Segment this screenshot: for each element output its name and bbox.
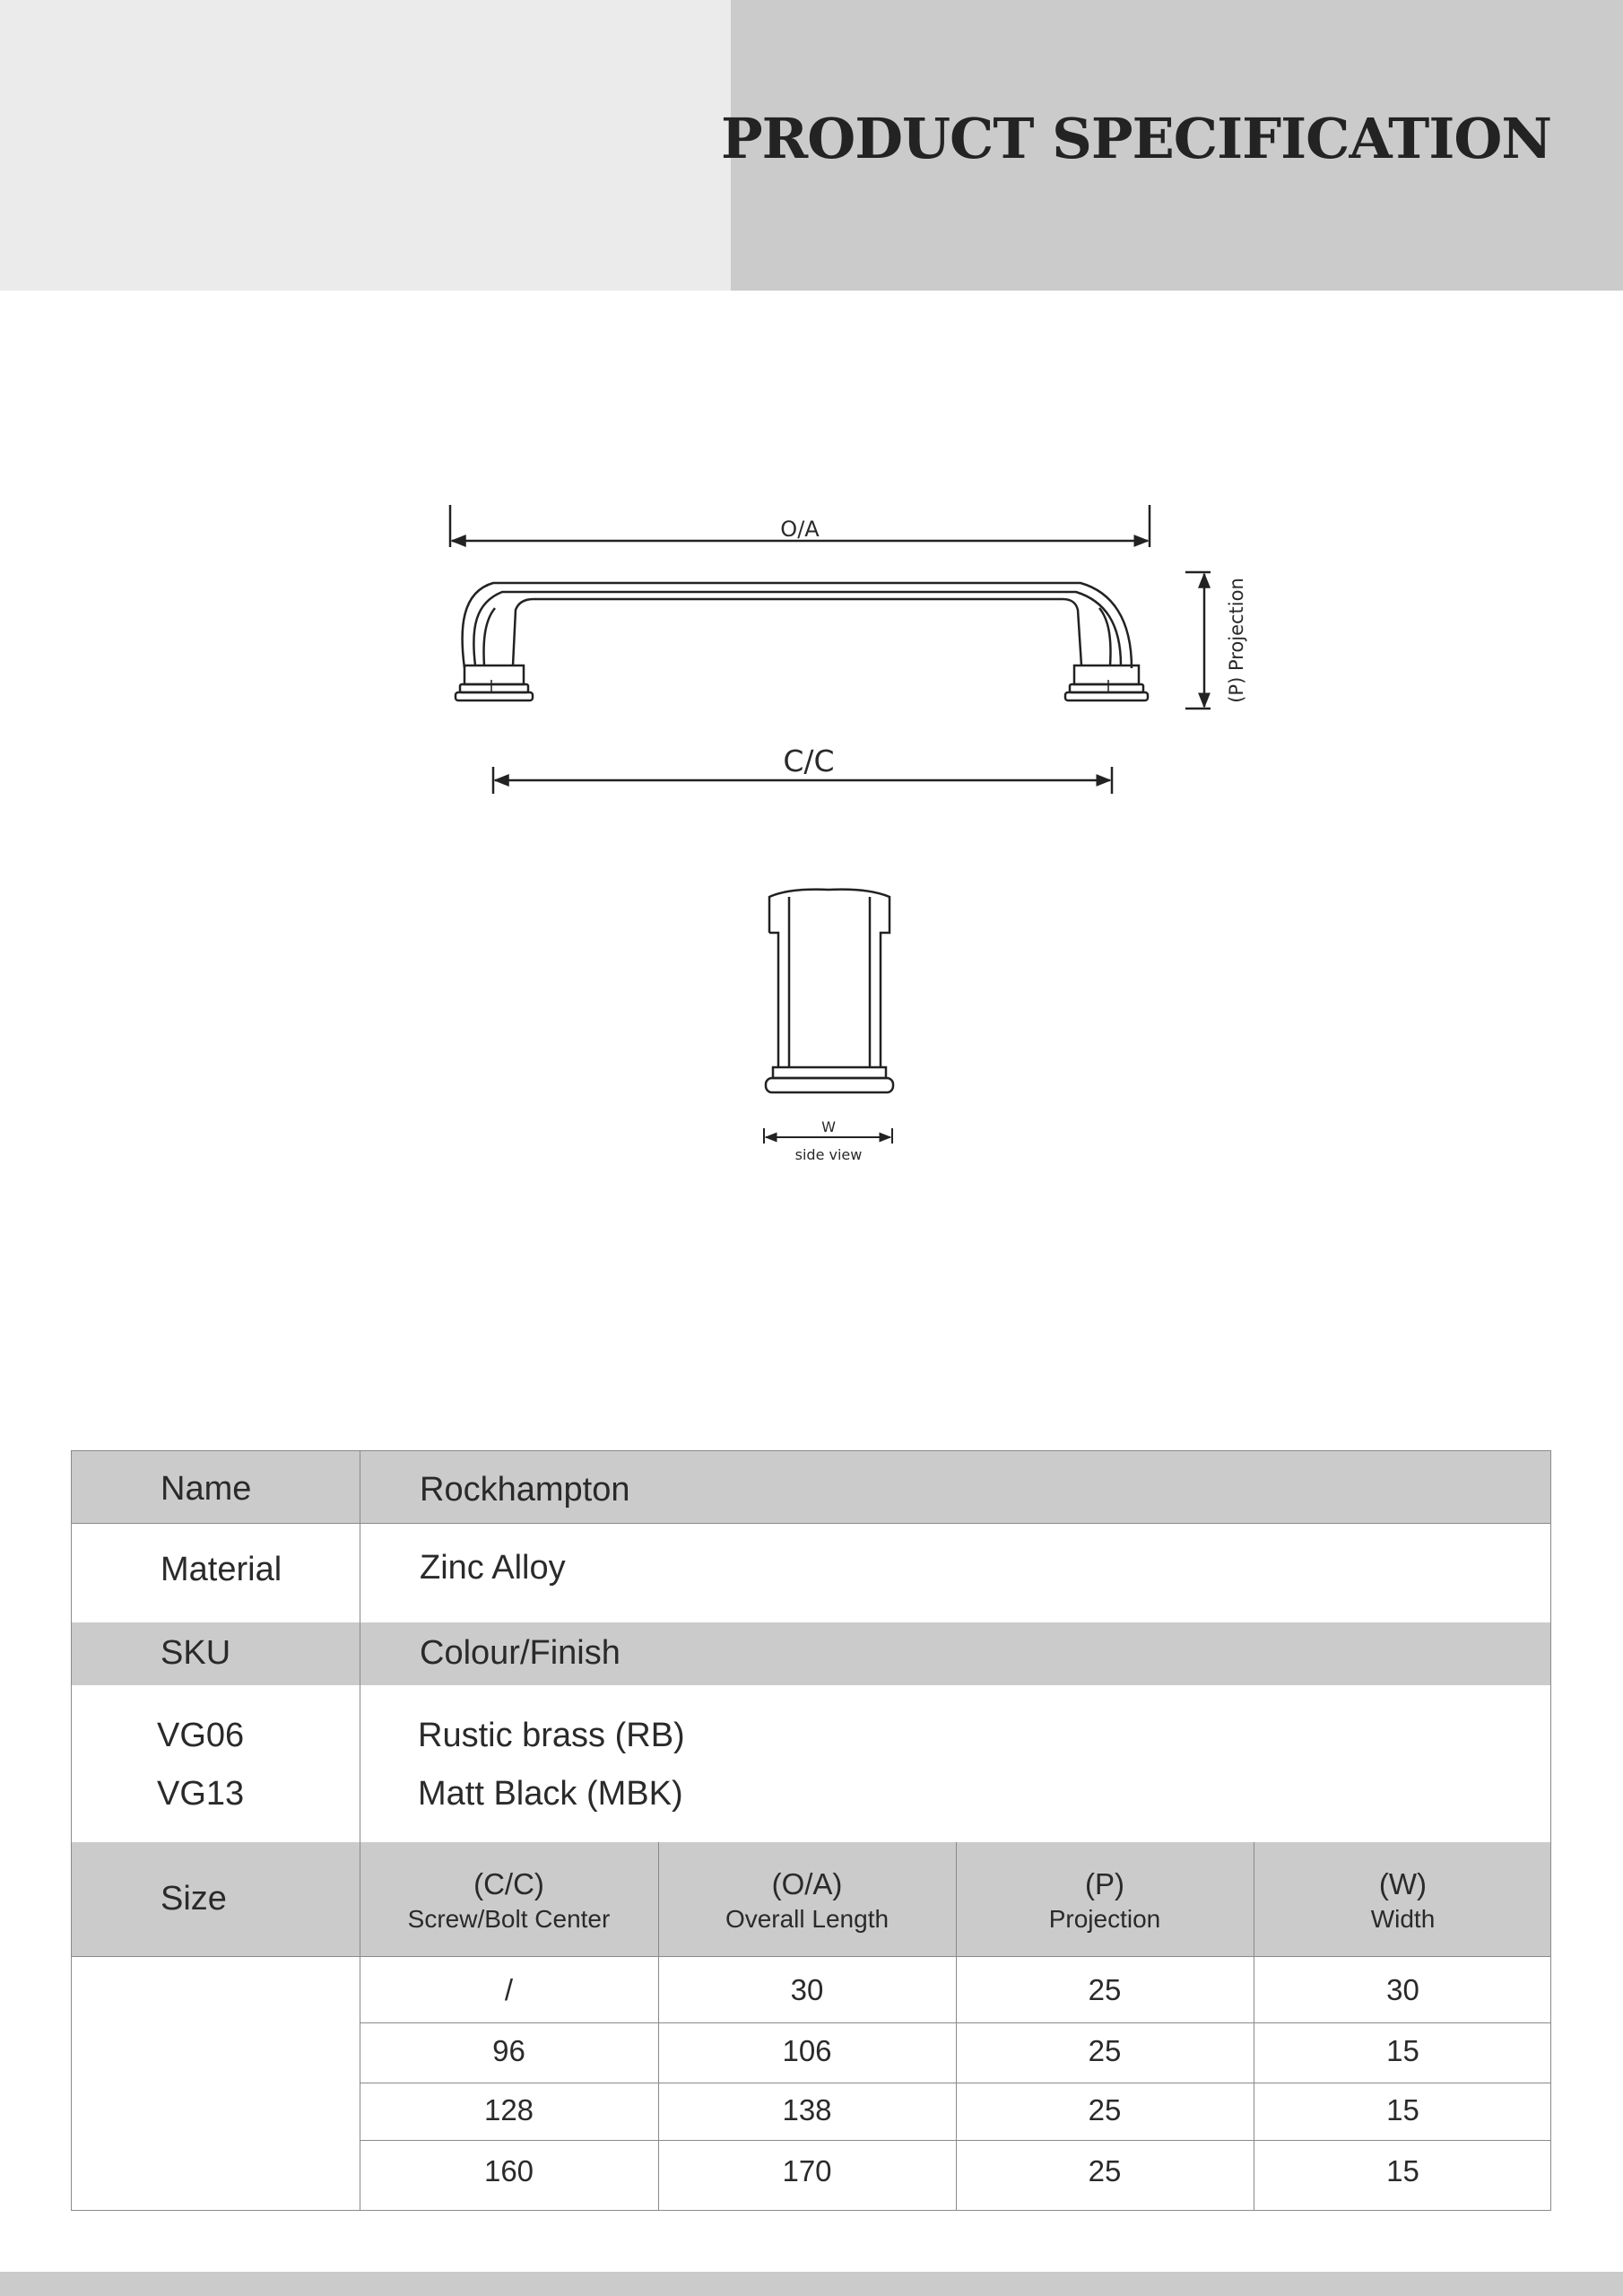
size-cell: 170 (782, 2154, 832, 2187)
size-cell: 160 (483, 2154, 534, 2187)
size-cell: 25 (1088, 2034, 1122, 2067)
name-value: Rockhampton (420, 1471, 630, 1509)
material-label: Material (161, 1551, 282, 1588)
projection-dimension (1185, 572, 1247, 709)
overall-length-label: O/A (780, 517, 820, 542)
row-divider (360, 2140, 1550, 2141)
width-dimension (764, 1118, 892, 1163)
sku-value: VG13 (157, 1775, 245, 1813)
size-cell: 25 (1088, 2154, 1122, 2187)
size-column-header (956, 1867, 1254, 1934)
specification-table (71, 1450, 1551, 2211)
name-label: Name (161, 1470, 252, 1508)
projection-label: (P) Projection (1226, 578, 1247, 703)
size-column-desc: Width (1370, 1905, 1436, 1933)
center-to-center-dimension (493, 744, 1112, 794)
size-cell: 15 (1386, 2093, 1419, 2126)
size-column-code: (C/C) (473, 1867, 544, 1900)
row-divider (360, 2022, 1550, 2023)
handle-front-view (456, 583, 1148, 700)
size-column-desc: Projection (1048, 1905, 1161, 1933)
name-row-band (72, 1451, 1550, 1523)
size-column-header (360, 1867, 658, 1934)
handle-side-view (766, 890, 893, 1092)
size-label: Size (161, 1880, 227, 1918)
size-column-code: (O/A) (771, 1867, 843, 1900)
material-value: Zinc Alloy (420, 1549, 566, 1587)
size-column-desc: Overall Length (725, 1905, 890, 1933)
size-column-code: (P) (1085, 1867, 1124, 1900)
size-column-desc: Screw/Bolt Center (407, 1905, 611, 1933)
width-label: W (821, 1118, 836, 1135)
size-cell: 96 (492, 2034, 525, 2067)
size-cell: 30 (1386, 1973, 1419, 2006)
size-column-header (658, 1867, 956, 1934)
size-cell: 15 (1386, 2034, 1419, 2067)
overall-length-dimension (450, 505, 1150, 547)
size-cell: 25 (1088, 2093, 1122, 2126)
footer-band (0, 2272, 1623, 2296)
size-column-header (1254, 1867, 1552, 1934)
finish-label: Colour/Finish (420, 1634, 621, 1672)
finish-value: Rustic brass (RB) (418, 1717, 685, 1754)
center-to-center-label: C/C (783, 744, 835, 778)
size-cell: 25 (1088, 1973, 1122, 2006)
size-cell: / (504, 1973, 514, 2006)
size-cell: 15 (1386, 2154, 1419, 2187)
size-cell: 30 (790, 1973, 824, 2006)
size-column-code: (W) (1378, 1867, 1428, 1900)
sku-value: VG06 (157, 1717, 245, 1754)
sku-row-band (72, 1622, 1550, 1685)
size-cell: 106 (782, 2034, 832, 2067)
size-cell: 138 (782, 2093, 832, 2126)
sku-label: SKU (161, 1634, 231, 1672)
size-cell: 128 (483, 2093, 534, 2126)
row-divider (72, 1956, 1550, 1957)
side-view-label: side view (794, 1146, 863, 1163)
page-title: PRODUCT SPECIFICATION (721, 106, 1551, 171)
row-divider (72, 1523, 1550, 1524)
finish-value: Matt Black (MBK) (418, 1775, 683, 1813)
